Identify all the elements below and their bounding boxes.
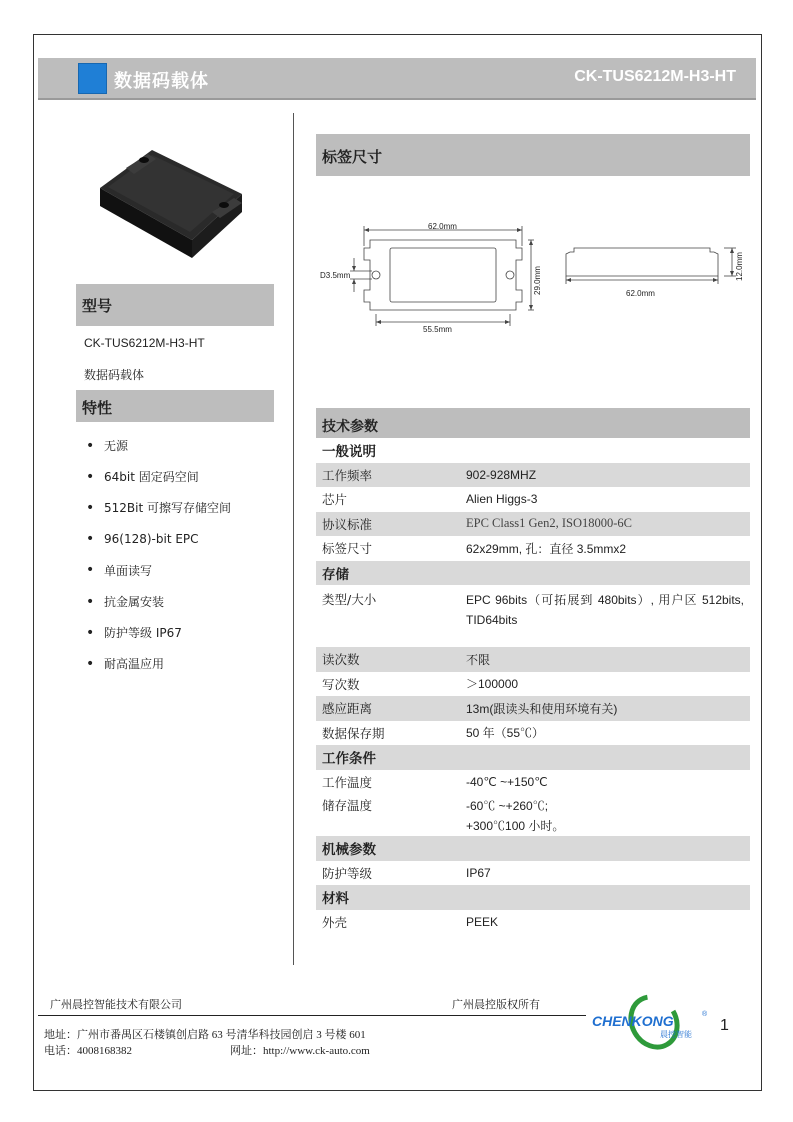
spec-key: 工作频率 bbox=[322, 467, 373, 483]
footer-company: 广州晨控智能技术有限公司 bbox=[50, 999, 182, 1011]
table-row bbox=[316, 794, 750, 836]
dim-width-label: 29.0mm bbox=[533, 266, 542, 295]
spec-key: 数据保存期 bbox=[322, 725, 385, 741]
dim-length-label: 62.0mm bbox=[428, 222, 457, 231]
model-code: CK-TUS6212M-H3-HT bbox=[84, 336, 205, 350]
bullet-icon: • bbox=[86, 499, 95, 516]
dimension-drawing bbox=[318, 218, 748, 338]
spec-heading: 技术参数 bbox=[316, 408, 750, 438]
spec-value: 902-928MHZ bbox=[466, 467, 537, 482]
spec-key: 外壳 bbox=[322, 914, 348, 930]
spec-value: 50 年（55℃） bbox=[466, 726, 545, 741]
spec-value: 13m(跟读头和使用环境有关) bbox=[466, 701, 618, 716]
table-row bbox=[316, 512, 750, 537]
feature-item: • 无源 bbox=[86, 437, 129, 454]
footer-website: 网址：http://www.ck-auto.com bbox=[230, 1045, 370, 1057]
column-divider bbox=[293, 113, 294, 965]
bullet-icon: • bbox=[86, 531, 95, 548]
spec-key: 储存温度 bbox=[322, 798, 373, 813]
feature-item: • 防护等级 IP67 bbox=[86, 624, 182, 641]
spec-value: -60℃ ~+260℃; +300℃100 小时。 bbox=[466, 799, 565, 833]
spec-group-general: 一般说明 bbox=[322, 444, 376, 461]
spec-key: 读次数 bbox=[322, 652, 360, 668]
logo-subtext: 晨控智能 bbox=[660, 1030, 692, 1039]
spec-group-working: 工作条件 bbox=[316, 745, 750, 770]
footer-divider bbox=[38, 1015, 586, 1016]
spec-key: 芯片 bbox=[322, 492, 348, 508]
feature-item: • 抗金属安装 bbox=[86, 593, 165, 610]
spec-table bbox=[316, 408, 750, 934]
feature-item: • 96(128)-bit EPC bbox=[86, 531, 199, 548]
dim-height-label: 12.0mm bbox=[735, 252, 744, 281]
table-row bbox=[316, 536, 750, 561]
bullet-icon: • bbox=[86, 562, 95, 579]
model-heading: 型号 bbox=[76, 284, 274, 326]
spec-group-material: 材料 bbox=[316, 885, 750, 910]
table-row bbox=[316, 585, 750, 647]
spec-value: 62x29mm, 孔：直径 3.5mmx2 bbox=[466, 541, 627, 556]
spec-key: 类型/大小 bbox=[322, 592, 377, 607]
spec-group-storage: 存储 bbox=[316, 561, 750, 586]
bullet-icon: • bbox=[86, 593, 95, 610]
logo-text: CHENKONG bbox=[592, 1013, 674, 1029]
spec-value: IP67 bbox=[466, 865, 491, 880]
spec-value: EPC Class1 Gen2, ISO18000-6C bbox=[466, 516, 632, 531]
feature-item: • 64bit 固定码空间 bbox=[86, 468, 199, 485]
table-row bbox=[316, 463, 750, 488]
footer-phone: 电话：4008168382 bbox=[44, 1045, 132, 1057]
page-header bbox=[38, 58, 756, 100]
page-number: 1 bbox=[720, 1017, 729, 1034]
spec-value: Alien Higgs-3 bbox=[466, 492, 538, 507]
table-row bbox=[316, 647, 750, 672]
footer-address: 地址：广州市番禺区石楼镇创启路 63 号清华科技园创启 3 号楼 601 bbox=[44, 1029, 366, 1041]
spec-key: 工作温度 bbox=[322, 774, 373, 790]
spec-group-mechanical: 机械参数 bbox=[316, 836, 750, 861]
spec-key: 写次数 bbox=[322, 676, 360, 692]
spec-value: ＞100000 bbox=[466, 677, 519, 692]
table-row bbox=[316, 696, 750, 721]
dim-side-length-label: 62.0mm bbox=[626, 289, 655, 298]
features-list bbox=[86, 430, 231, 680]
spec-key: 协议标准 bbox=[322, 516, 373, 532]
model-description: 数据码载体 bbox=[84, 368, 145, 382]
registered-icon: ® bbox=[702, 1011, 708, 1018]
bullet-icon: • bbox=[86, 437, 95, 454]
features-heading: 特性 bbox=[76, 390, 274, 422]
table-row bbox=[316, 910, 750, 935]
footer-copyright: 广州晨控版权所有 bbox=[452, 999, 540, 1011]
table-row bbox=[316, 721, 750, 746]
table-row bbox=[316, 861, 750, 886]
spec-key: 标签尺寸 bbox=[322, 541, 373, 557]
bullet-icon: • bbox=[86, 655, 95, 672]
spec-key: 感应距离 bbox=[322, 701, 373, 717]
spec-key: 防护等级 bbox=[322, 865, 373, 881]
feature-item: • 512Bit 可擦写存储空间 bbox=[86, 499, 231, 516]
bullet-icon: • bbox=[86, 624, 95, 641]
spec-value: PEEK bbox=[466, 914, 499, 929]
feature-item: • 单面读写 bbox=[86, 562, 153, 579]
table-row bbox=[316, 672, 750, 697]
spec-value: -40℃ ~+150℃ bbox=[466, 774, 548, 789]
bullet-icon: • bbox=[86, 468, 95, 485]
feature-item: • 耐高温应用 bbox=[86, 655, 165, 672]
spec-value: EPC 96bits（可拓展到 480bits）, 用户区 512bits, TID64bits bbox=[466, 593, 744, 627]
table-row bbox=[316, 487, 750, 512]
header-accent-square bbox=[78, 63, 107, 94]
header-title: 数据码载体 bbox=[114, 71, 209, 92]
spec-value: 不限 bbox=[466, 652, 491, 667]
chenkong-logo bbox=[590, 993, 712, 1051]
table-row bbox=[316, 770, 750, 795]
product-image bbox=[92, 142, 254, 264]
header-model: CK-TUS6212M-H3-HT bbox=[574, 68, 736, 85]
dim-pitch-label: 55.5mm bbox=[423, 325, 452, 334]
dimensions-heading: 标签尺寸 bbox=[316, 134, 750, 176]
dim-hole-label: D3.5mm bbox=[320, 271, 351, 280]
